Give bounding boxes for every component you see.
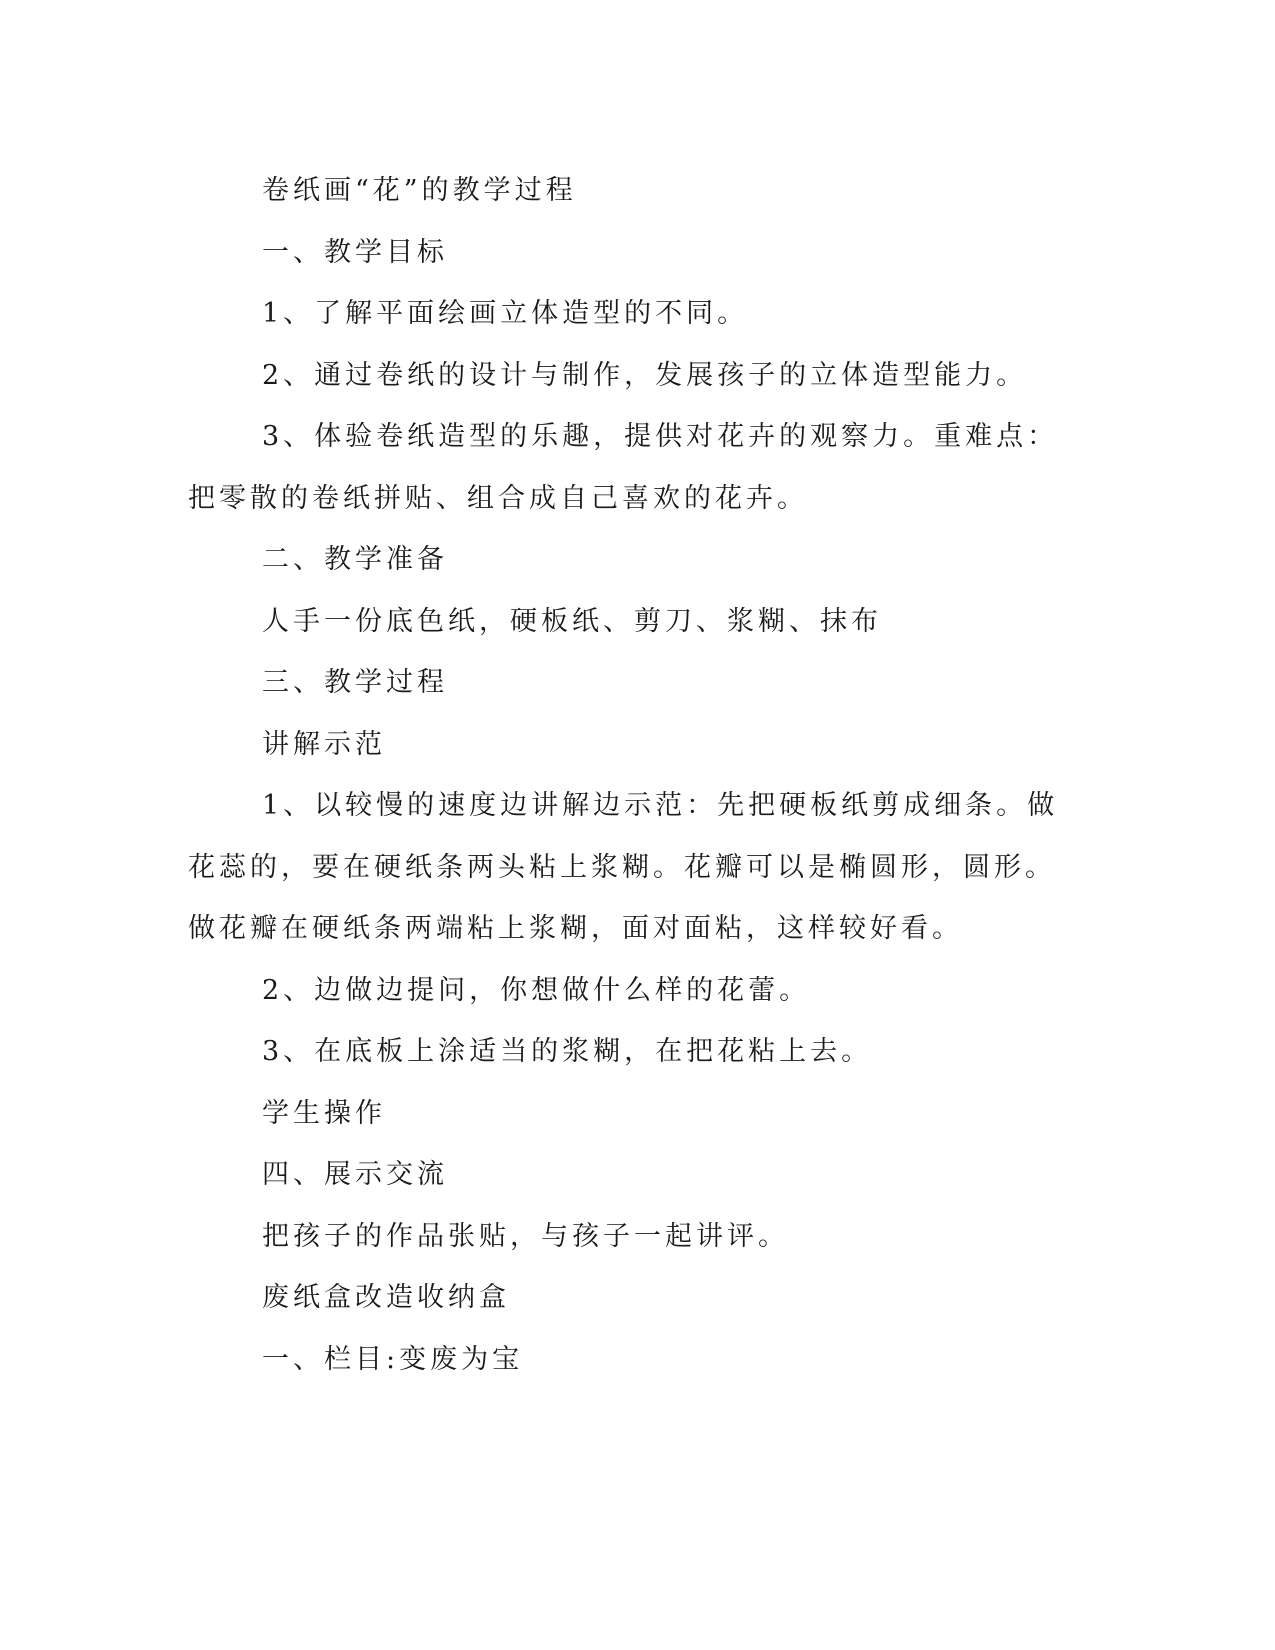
preparation-materials: 人手一份底色纸，硬板纸、剪刀、浆糊、抹布 [262, 605, 882, 637]
objective-item-1: 1、了解平面绘画立体造型的不同。 [262, 298, 749, 329]
process-item-3: 3、在底板上涂适当的浆糊，在把花粘上去。 [262, 1036, 873, 1067]
objective-item-2: 2、通过卷纸的设计与制作，发展孩子的立体造型能力。 [262, 359, 1028, 391]
process-item-2: 2、边做边提问，你想做什么样的花蕾。 [262, 974, 811, 1006]
second-lesson-section-1: 一、栏目:变废为宝 [262, 1343, 524, 1375]
section-heading-process: 三、教学过程 [262, 667, 448, 698]
subheading-student-practice: 学生操作 [262, 1097, 386, 1129]
second-lesson-title: 废纸盒改造收纳盒 [262, 1282, 510, 1313]
objective-item-3: 3、体验卷纸造型的乐趣，提供对花卉的观察力。重难点：把零散的卷纸拼贴、组合成自己喜欢的花卉。 [188, 421, 1059, 514]
section-heading-objectives: 一、教学目标 [262, 236, 448, 268]
section-heading-preparation: 二、教学准备 [262, 544, 448, 575]
document-body [188, 160, 1063, 1390]
subheading-demonstration: 讲解示范 [262, 728, 386, 760]
title-paragraph: 卷纸画“花”的教学过程 [262, 175, 577, 206]
process-item-1: 1、以较慢的速度边讲解边示范：先把硬板纸剪成细条。做花蕊的，要在硬纸条两头粘上浆糊。花瓣可以是椭圆形，圆形。做花瓣在硬纸条两端粘上浆糊，面对面粘，这样较好看。 [188, 790, 1059, 944]
section-heading-exhibition: 四、展示交流 [262, 1159, 448, 1190]
exhibition-text: 把孩子的作品张贴，与孩子一起讲评。 [262, 1220, 789, 1252]
